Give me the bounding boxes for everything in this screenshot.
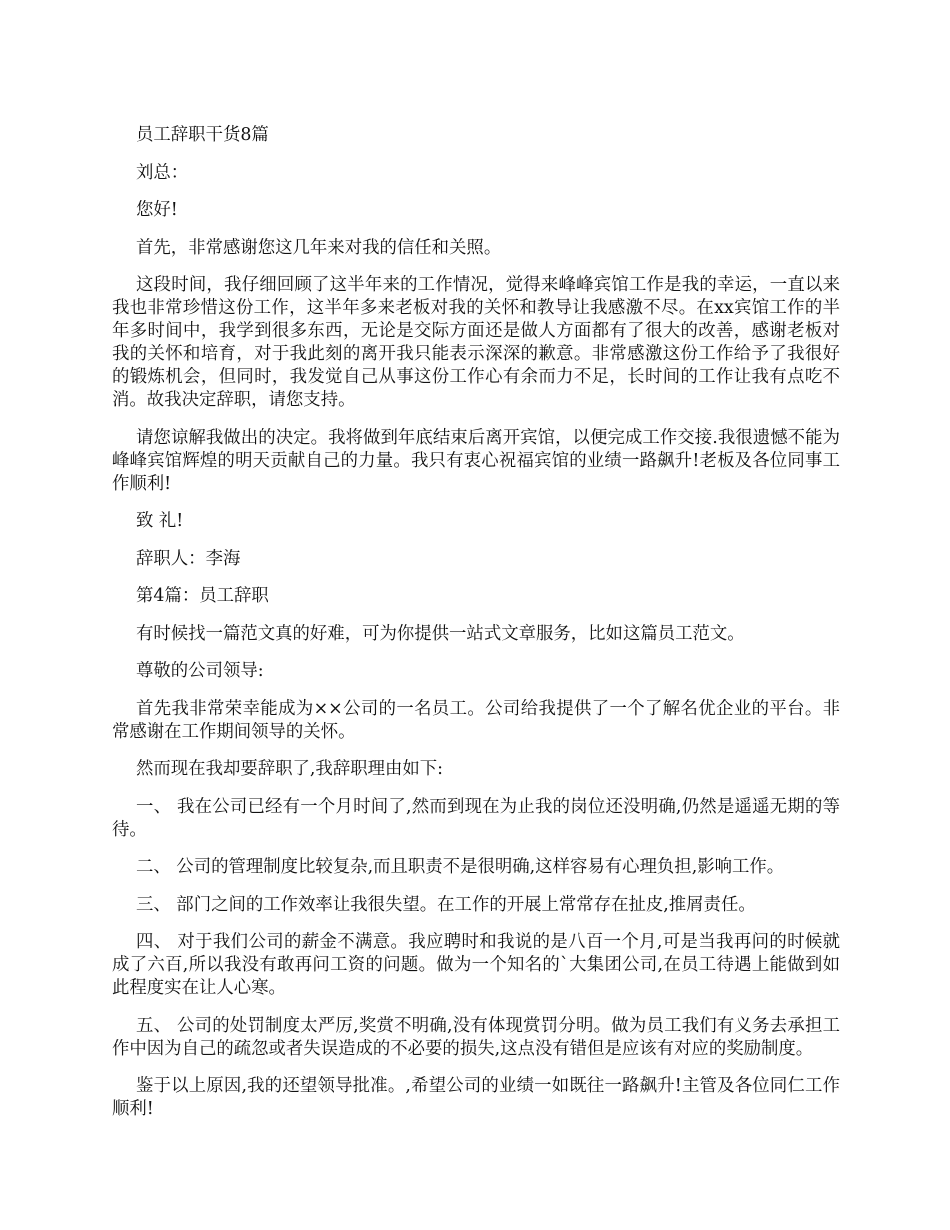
section-heading: 第4篇：员工辞职 — [136, 586, 269, 606]
salutation: 尊敬的公司领导: — [136, 661, 264, 681]
closing: 致 礼! — [136, 511, 184, 531]
body-paragraph: 首先，非常感谢您这几年来对我的信任和关照。 — [136, 237, 502, 258]
document-title: 员工辞职干货8篇 — [136, 125, 269, 145]
body-paragraph: 鉴于以上原因,我的还望领导批准。,希望公司的业绩一如既往一路飙升!主管及各位同仁工作顺利! — [112, 1076, 840, 1119]
list-item: 五、 公司的处罚制度太严厉,奖赏不明确,没有体现赏罚分明。做为员工我们有义务去承担工作中因为自己的疏忽或者失误造成的不必要的损失,这点没有错但是应该有对应的奖励制度。 — [112, 1015, 840, 1059]
body-paragraph: 请您谅解我做出的决定。我将做到年底结束后离开宾馆，以便完成工作交接.我很遗憾不能为峰峰宾馆辉煌的明天贡献自己的力量。我只有衷心祝福宾馆的业绩一路飙升!老板及各位同事工作顺利! — [112, 427, 840, 494]
body-paragraph: 然而现在我却要辞职了,我辞职理由如下: — [136, 759, 444, 779]
list-item: 四、 对于我们公司的薪金不满意。我应聘时和我说的是八百一个月,可是当我再问的时候就成了六百,所以我没有敢再问工资的问题。做为一个知名的`大集团公司,在员工待遇上能做到如此程度实在让人心寒。 — [112, 932, 840, 998]
list-item: 三、 部门之间的工作效率让我很失望。在工作的开展上常常存在扯皮,推屑责任。 — [136, 894, 756, 915]
document-page — [112, 124, 840, 1136]
list-item: 二、 公司的管理制度比较复杂,而且职责不是很明确,这样容易有心理负担,影响工作。 — [136, 857, 785, 877]
salutation: 刘总： — [136, 162, 189, 183]
list-item: 一、 我在公司已经有一个月时间了,然而到现在为止我的岗位还没明确,仍然是遥遥无期的等待。 — [112, 796, 840, 840]
body-paragraph: 有时候找一篇范文真的好难，可为你提供一站式文章服务，比如这篇员工范文。 — [136, 623, 745, 644]
greeting: 您好! — [136, 200, 178, 220]
body-paragraph: 这段时间，我仔细回顾了这半年来的工作情况，觉得来峰峰宾馆工作是我的幸运，一直以来我也非常珍惜这份工作，这半年多来老板对我的关怀和教导让我感激不尽。在xx宾馆工作的半年多时间中，我学到很多东西，无论是交际方面还是做人方面都有了很大的改善，感谢老板对我的关怀和培育，对于我此刻的离开我只能表示深深的歉意。非常感激这份工作给予了我很好的锻炼机会，但同时，我发觉自己从事这份工作心有余而力不足，长时间的工作让我有点吃不消。故我决定辞职，请您支持。 — [112, 275, 840, 410]
body-paragraph: 首先我非常荣幸能成为××公司的一名员工。公司给我提供了一个了解名优企业的平台。非常感谢在工作期间领导的关怀。 — [112, 698, 840, 742]
signature: 辞职人：李海 — [136, 548, 241, 569]
